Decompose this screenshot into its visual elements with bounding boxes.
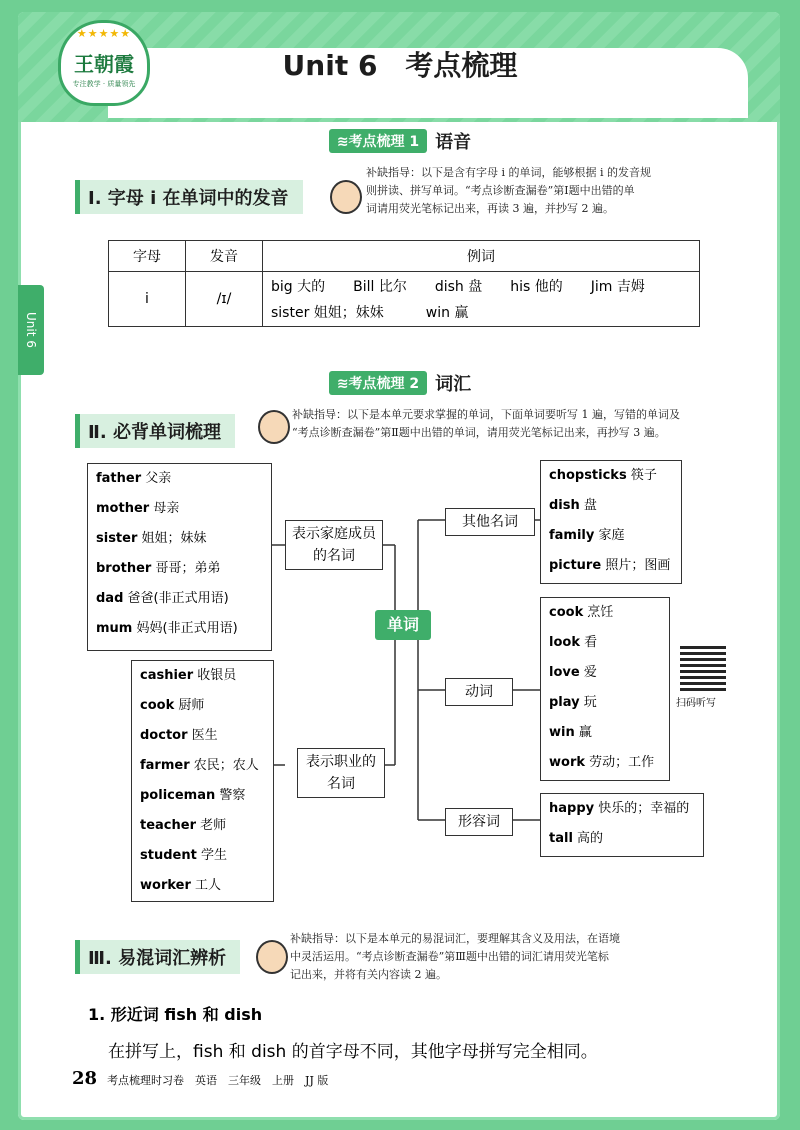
- tip-line: 补缺指导：以下是本单元要求掌握的单词，下面单词要听写 1 遍，写错的单词及: [292, 408, 680, 421]
- list-item: teacher 老师: [140, 818, 227, 833]
- page-title: Unit 6 考点梳理: [282, 49, 518, 82]
- list-item: cashier 收银员: [140, 668, 237, 683]
- part-2-heading: Ⅱ. 必背单词梳理: [75, 414, 235, 448]
- student-avatar-icon: [256, 940, 288, 974]
- job-words-box: [131, 660, 274, 902]
- list-item: mum 妈妈(非正式用语): [96, 621, 238, 636]
- list-item: dad 爸爸(非正式用语): [96, 591, 229, 606]
- list-item: picture 照片；图画: [549, 558, 671, 573]
- list-item: policeman 警察: [140, 788, 246, 803]
- tip-line: “考点诊断查漏卷”第Ⅱ题中出错的单词，请用荧光笔标记出来，再抄写 3 遍。: [292, 426, 666, 439]
- cell-letter: i: [109, 272, 186, 327]
- qr-code-icon[interactable]: [680, 645, 726, 691]
- tip-line: 补缺指导：以下是含有字母 i 的单词，能够根据 i 的发音规: [366, 166, 652, 179]
- job-category-node: 表示职业的名词: [297, 748, 385, 798]
- verb-words-box: [540, 597, 670, 781]
- page-number: 28: [72, 1068, 98, 1089]
- tip-line: 补缺指导：以下是本单元的易混词汇，要理解其含义及用法，在语境: [290, 932, 620, 945]
- family-words-box: [87, 463, 272, 651]
- list-item: mother 母亲: [96, 501, 180, 516]
- list-item: doctor 医生: [140, 728, 218, 743]
- list-item: dish 盘: [549, 498, 597, 513]
- other-nouns-node: 其他名词: [445, 508, 535, 536]
- tip-line: 记出来，并将有关内容读 2 遍。: [290, 968, 447, 981]
- list-item: farmer 农民；农人: [140, 758, 259, 773]
- section-1-name: 语音: [435, 132, 472, 153]
- examples-line: sister 姐姐；妹妹 win 赢: [271, 305, 469, 321]
- adj-words-box: [540, 793, 704, 857]
- unit-side-tab: Unit 6: [18, 285, 44, 375]
- part-3-heading: Ⅲ. 易混词汇辨析: [75, 940, 240, 974]
- footer: [72, 1068, 328, 1089]
- section-2-name: 词汇: [435, 374, 472, 395]
- col-letter: 字母: [109, 241, 186, 272]
- qr-label: 扫码听写: [676, 698, 716, 709]
- tip-line: 中灵活运用。“考点诊断查漏卷”第Ⅲ题中出错的词汇请用荧光笔标: [290, 950, 609, 963]
- list-item: sister 姐姐；妹妹: [96, 531, 207, 546]
- list-item: father 父亲: [96, 471, 172, 486]
- tip-line: 则拼读、拼写单词。“考点诊断查漏卷”第Ⅰ题中出错的单: [366, 184, 635, 197]
- list-item: cook 厨师: [140, 698, 205, 713]
- other-words-box: [540, 460, 682, 584]
- list-item: play 玩: [549, 695, 597, 710]
- footer-text: 考点梳理时习卷 英语 三年级 上册 JJ 版: [107, 1074, 329, 1087]
- list-item: look 看: [549, 635, 598, 650]
- section-1-badge: ≋考点梳理 1: [329, 129, 427, 153]
- paragraph: 在拼写上，fish 和 dish 的首字母不同，其他字母拼写完全相同。: [108, 1042, 598, 1062]
- center-node: 单词: [375, 610, 431, 640]
- cell-sound: /ɪ/: [186, 272, 263, 327]
- col-examples: 例词: [263, 241, 700, 272]
- logo-name: 王朝霞: [74, 52, 134, 76]
- list-item: win 赢: [549, 725, 592, 740]
- list-item: happy 快乐的；幸福的: [549, 801, 690, 816]
- examples-line: big 大的 Bill 比尔 dish 盘 his 他的 Jim 吉姆: [271, 279, 645, 295]
- list-item: student 学生: [140, 848, 227, 863]
- logo-stars-icon: ★★★★★: [76, 27, 132, 40]
- list-item: tall 高的: [549, 831, 604, 846]
- list-item: worker 工人: [140, 878, 222, 893]
- section-2-badge: ≋考点梳理 2: [329, 371, 427, 395]
- list-item: brother 哥哥；弟弟: [96, 561, 221, 576]
- family-category-node: 表示家庭成员的名词: [285, 520, 383, 570]
- logo-subtitle: 专注教学 · 质量领先: [72, 80, 136, 88]
- col-sound: 发音: [186, 241, 263, 272]
- adjectives-node: 形容词: [445, 808, 513, 836]
- list-item: love 爱: [549, 665, 597, 680]
- list-item: chopsticks 筷子: [549, 468, 657, 483]
- list-item: cook 烹饪: [549, 605, 614, 620]
- list-item: work 劳动；工作: [549, 755, 655, 770]
- part-1-heading: Ⅰ. 字母 i 在单词中的发音: [75, 180, 303, 214]
- sub-heading: 1. 形近词 fish 和 dish: [88, 1005, 263, 1024]
- tip-line: 词请用荧光笔标记出来，再读 3 遍，并抄写 2 遍。: [366, 202, 614, 215]
- list-item: family 家庭: [549, 528, 625, 543]
- verbs-node: 动词: [445, 678, 513, 706]
- part-3-tip: [290, 930, 730, 984]
